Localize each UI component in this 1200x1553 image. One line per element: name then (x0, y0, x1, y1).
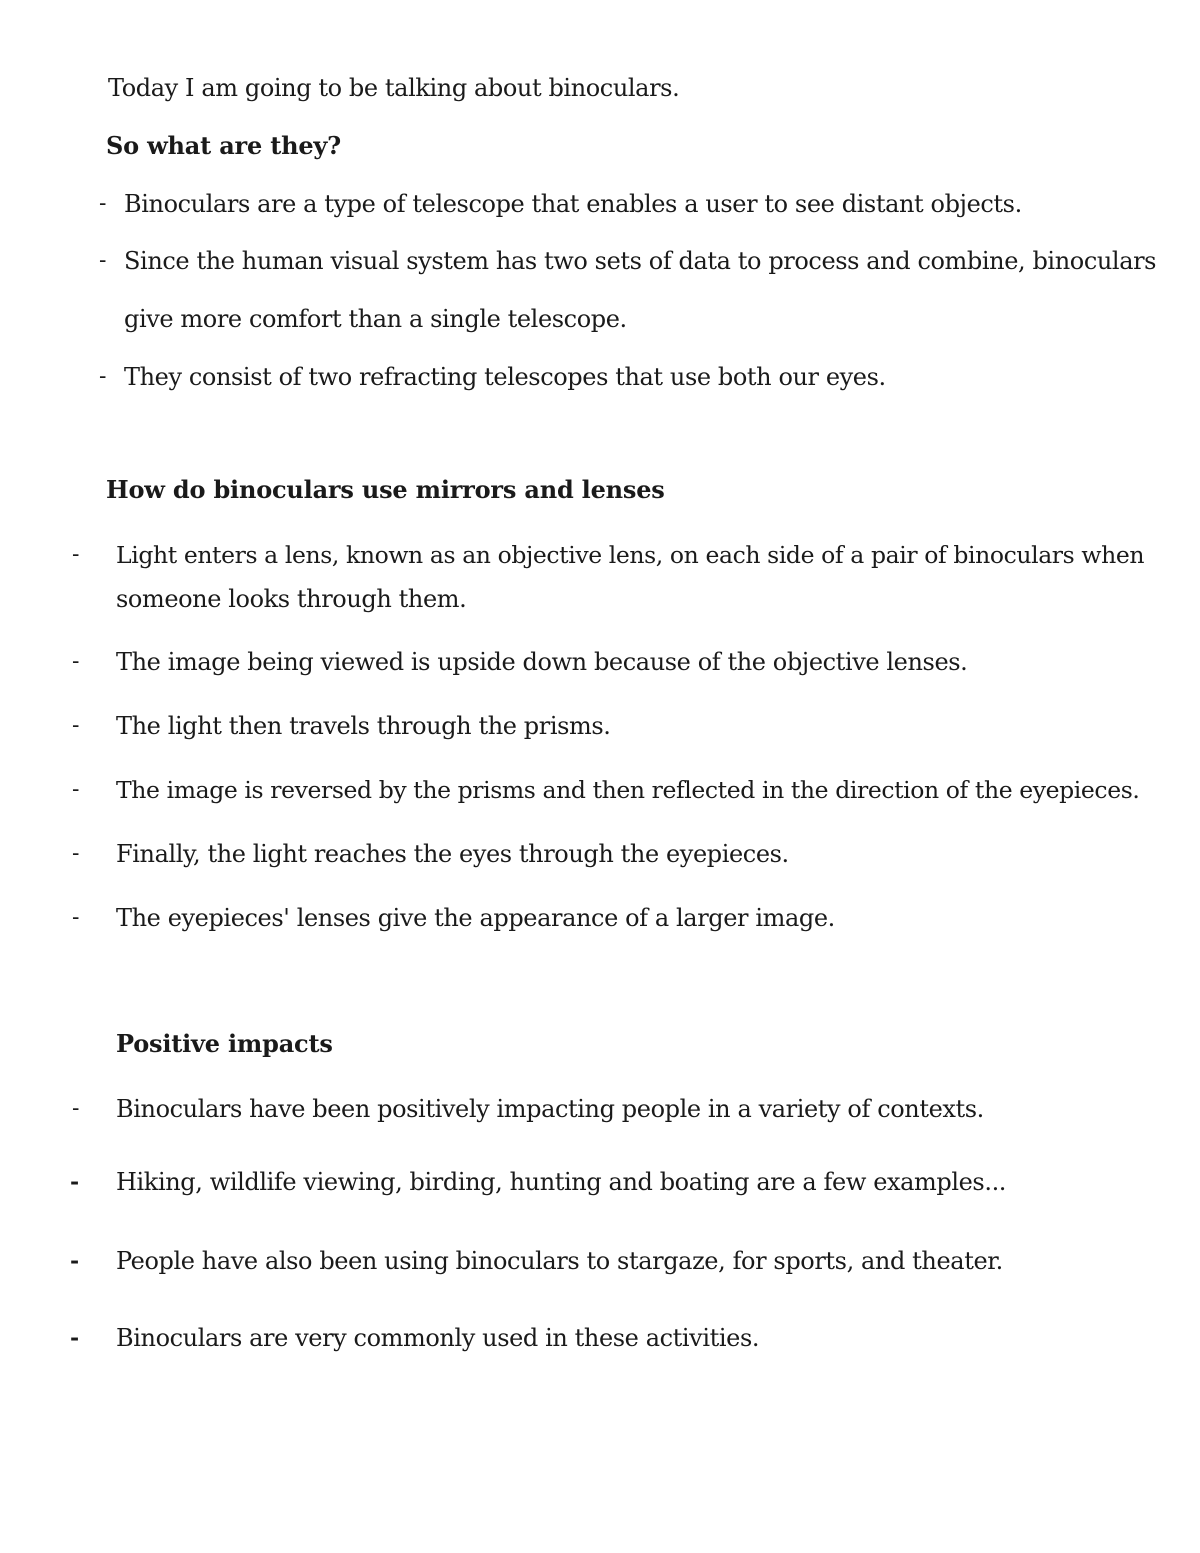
list-item: Hiking, wildlife viewing, birding, hunting and boating are a few examples... (116, 1168, 1007, 1196)
list-item: Binoculars have been positively impacting people in a variety of contexts. (116, 1095, 984, 1123)
bullet-dash: - (72, 841, 80, 866)
list-item: The light then travels through the prisms. (116, 712, 611, 740)
bullet-dash: - (70, 1325, 80, 1351)
list-item: People have also been using binoculars to stargaze, for sports, and theater. (116, 1247, 1003, 1275)
bullet-dash: - (72, 905, 80, 930)
bullet-dash: - (99, 248, 107, 273)
section-heading-what-are-they: So what are they? (106, 131, 342, 160)
bullet-dash: - (72, 542, 80, 567)
section-heading-positive-impacts: Positive impacts (116, 1029, 333, 1058)
bullet-dash: - (72, 1096, 80, 1121)
bullet-dash: - (99, 364, 107, 389)
list-item: Binoculars are a type of telescope that enables a user to see distant objects. (124, 190, 1022, 218)
list-item-continuation: someone looks through them. (116, 585, 467, 613)
list-item: Light enters a lens, known as an objective lens, on each side of a pair of binoculars when (116, 541, 1145, 569)
list-item: Since the human visual system has two sets of data to process and combine, binoculars (124, 247, 1157, 275)
list-item: Binoculars are very commonly used in these activities. (116, 1324, 760, 1352)
intro-text: Today I am going to be talking about binoculars. (108, 74, 680, 102)
bullet-dash: - (72, 713, 80, 738)
list-item: Finally, the light reaches the eyes through the eyepieces. (116, 840, 789, 868)
bullet-dash: - (72, 649, 80, 674)
section-heading-mirrors-lenses: How do binoculars use mirrors and lenses (106, 475, 665, 504)
list-item-continuation: give more comfort than a single telescope. (124, 305, 627, 333)
bullet-dash: - (70, 1248, 80, 1274)
bullet-dash: - (70, 1169, 80, 1195)
list-item: The image being viewed is upside down because of the objective lenses. (116, 648, 968, 676)
list-item: The image is reversed by the prisms and then reflected in the direction of the eyepieces. (116, 776, 1140, 804)
list-item: The eyepieces' lenses give the appearance of a larger image. (116, 904, 835, 932)
list-item: They consist of two refracting telescopes that use both our eyes. (124, 363, 886, 391)
bullet-dash: - (99, 191, 107, 216)
bullet-dash: - (72, 777, 80, 802)
